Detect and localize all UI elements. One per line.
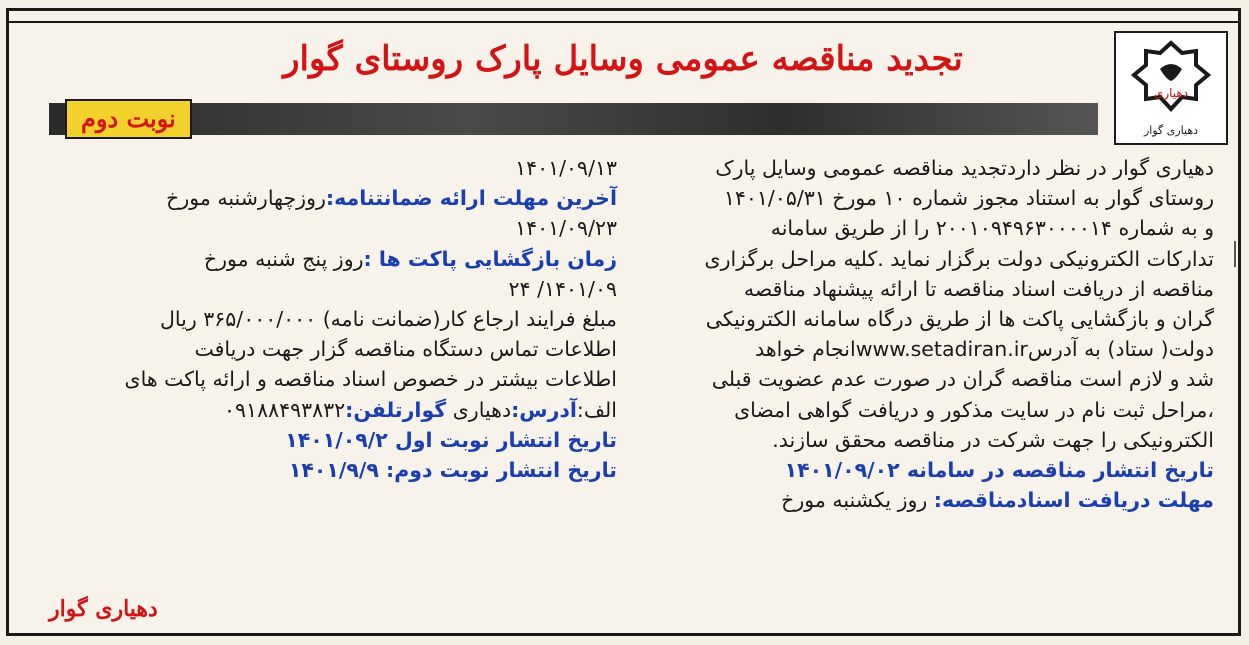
body-line: گران و بازگشایی پاکت ها از طریق درگاه سامانه الکترونیکی [705,307,1214,332]
guarantee-date: ۱۴۰۱/۰۹/۲۳ [515,216,617,241]
ad-title: تجدید مناقصه عمومی وسایل پارک روستای گوار [283,39,963,79]
body-line: دولت( ستاد) به آدرسwww.setadiran.irانجام خواهد [755,337,1214,362]
body-line: شد و لازم است مناقصه گران در صورت عدم عضویت قبلی [711,367,1214,392]
body-line: دهیاری گوار در نظر داردتجدید مناقصه عمومی وسایل پارک [715,156,1214,180]
publish-date-line [632,455,1214,485]
publish-label: تاریخ انتشار مناقصه در سامانه [906,458,1214,483]
deadline-date-line: ۱۴۰۱/۰۹/۱۳ [515,156,617,180]
signature: دهیاری گوار [49,596,158,622]
round-badge: نوبت دوم [65,99,192,139]
address-line [39,395,617,425]
body-line: الکترونیکی را جهت شرکت در مناقصه محقق سازند. [772,427,1214,452]
tender-ad-frame [6,8,1241,636]
body-line: و به شماره ۲۰۰۱۰۹۴۹۶۳۰۰۰۰۱۴ را از طریق سامانه [770,216,1214,241]
opening-label: زمان بازگشایی پاکت ها : [363,246,617,271]
body-line: مناقصه از دریافت اسناد مناقصه تا ارائه پیشنهاد مناقصه [743,276,1214,301]
phone-value: ۰۹۱۸۸۴۹۳۸۳۲ [224,397,346,422]
guarantee-label: آخرین مهلت ارائه ضمانتنامه: [325,186,617,211]
guarantee-line [39,183,617,213]
opening-line [39,244,617,274]
address-place: گوار [402,397,447,422]
logo-text: دهیاری [1153,86,1189,100]
first-publication: تاریخ انتشار نوبت اول ۱۴۰۱/۰۹/۲ [285,427,617,452]
doc-deadline-line [632,485,1214,515]
dehyari-emblem-icon [1130,39,1212,113]
right-column [632,153,1214,515]
address-value: دهیاری [446,397,512,422]
address-label: آدرس: [511,397,577,422]
left-column [39,153,617,485]
top-rule [9,11,1238,23]
doc-deadline-label: مهلت دریافت اسنادمناقصه: [933,488,1214,513]
second-publication: تاریخ انتشار نوبت دوم: ۱۴۰۱/۹/۹ [288,458,617,483]
phone-label: تلفن: [345,397,403,422]
logo-caption: دهیاری گوار [1143,124,1199,137]
logo [1114,31,1228,145]
contact-line: اطلاعات بیشتر در خصوص اسناد مناقصه و ارائه پاکت های [124,367,617,392]
opening-date: ۱۴۰۱/۰۹/ ۲۴ [508,276,617,301]
address-prefix: الف: [576,397,617,422]
body-line: ،مراحل ثبت نام در سایت مذکور و دریافت گواهی امضای [734,397,1214,422]
margin-mark [1226,241,1236,267]
contact-line: اطلاعات تماس دستگاه مناقصه گزار جهت دریافت [194,337,617,362]
title-band [49,103,1098,135]
amount-line: مبلغ فرایند ارجاع کار(ضمانت نامه) ۳۶۵/۰۰۰/۰۰۰ ریال [159,307,617,332]
doc-deadline-text: روز یکشنبه مورخ [781,488,934,513]
body-line: روستای گوار به استناد مجوز شماره ۱۰ مورخ ۱۴۰۱/۰۵/۳۱ [723,186,1214,211]
body-line: تدارکات الکترونیکی دولت برگزار نماید .کلیه مراحل برگزاری [704,246,1214,271]
guarantee-text: روزچهارشنبه مورخ [166,186,326,211]
opening-text: روز پنج شنبه مورخ [203,246,364,271]
publish-date: ۱۴۰۱/۰۹/۰۲ [784,458,900,483]
